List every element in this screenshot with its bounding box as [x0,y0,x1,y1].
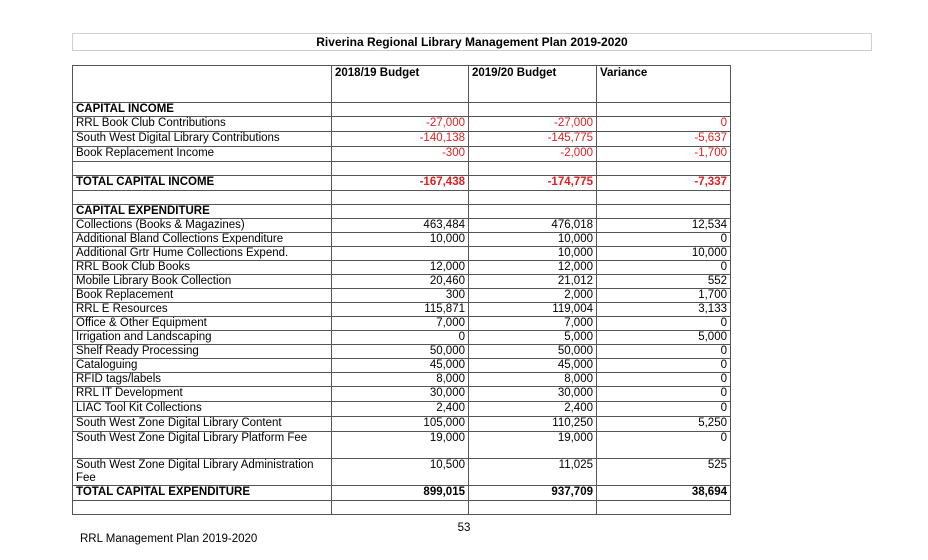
variance-cell: 0 [597,402,731,417]
budget-2018-19-cell: 8,000 [332,373,469,387]
budget-2018-19-cell: 19,000 [332,432,469,459]
spacer-row [73,191,731,205]
budget-2018-19-cell: -140,138 [332,132,469,147]
budget-2018-19-cell: 10,000 [332,233,469,247]
budget-2018-19-cell: 105,000 [332,417,469,432]
expenditure-row [73,432,731,459]
budget-table [72,65,731,515]
expenditure-row [73,275,731,289]
expenditure-row [73,303,731,317]
budget-2018-19-cell: 115,871 [332,303,469,317]
expenditure-row [73,387,731,402]
row-label: RRL IT Development [73,387,332,402]
variance-cell: 0 [597,317,731,331]
budget-2019-20-cell: -2,000 [469,147,597,162]
row-label: RRL Book Club Contributions [73,117,332,132]
budget-2019-20-cell: 11,025 [469,459,597,486]
budget-2019-20-cell [469,162,597,176]
row-label: CAPITAL EXPENDITURE [73,205,332,219]
budget-2019-20-cell: 937,709 [469,486,597,501]
expenditure-row [73,373,731,387]
page-title: Riverina Regional Library Management Plan 2019-2020 [72,33,872,51]
row-label: TOTAL CAPITAL EXPENDITURE [73,486,332,501]
total-capital-expenditure-row [73,486,731,501]
row-label: South West Zone Digital Library Platform Fee [73,432,332,459]
income-row [73,117,731,132]
row-label: RRL Book Club Books [73,261,332,275]
budget-2018-19-cell [332,247,469,261]
budget-2018-19-cell [332,501,469,515]
row-label: Book Replacement Income [73,147,332,162]
expenditure-row [73,219,731,233]
budget-2018-19-cell: 2,400 [332,402,469,417]
expenditure-row [73,345,731,359]
row-label: Collections (Books & Magazines) [73,219,332,233]
section-heading: CAPITAL INCOME [73,103,332,117]
budget-2019-20-cell: 119,004 [469,303,597,317]
total-capital-income-row [73,176,731,191]
budget-2019-20-cell: 5,000 [469,331,597,345]
row-label: RRL E Resources [73,303,332,317]
row-label: LIAC Tool Kit Collections [73,402,332,417]
budget-2019-20-cell: -27,000 [469,117,597,132]
budget-2018-19-cell [332,162,469,176]
budget-2019-20-cell: 110,250 [469,417,597,432]
variance-cell: 0 [597,387,731,402]
spacer-row [73,501,731,515]
variance-cell: -7,337 [597,176,731,191]
header-row [73,66,731,103]
expenditure-row [73,459,731,486]
budget-2018-19-cell: -300 [332,147,469,162]
footer-text: RRL Management Plan 2019-2020 [80,533,258,545]
income-row [73,147,731,162]
variance-cell: 10,000 [597,247,731,261]
header-2019-20-budget: 2019/20 Budget [469,66,597,103]
budget-2018-19-cell: 50,000 [332,345,469,359]
variance-cell: 0 [597,373,731,387]
variance-cell: 12,534 [597,219,731,233]
variance-cell: 0 [597,432,731,459]
budget-2018-19-cell [332,191,469,205]
expenditure-row [73,359,731,373]
variance-cell: 0 [597,261,731,275]
variance-cell [597,501,731,515]
budget-2019-20-cell: -174,775 [469,176,597,191]
row-label: Shelf Ready Processing [73,345,332,359]
budget-2019-20-cell: 30,000 [469,387,597,402]
budget-2018-19-cell: 45,000 [332,359,469,373]
row-label: RFID tags/labels [73,373,332,387]
row-label: Additional Bland Collections Expenditure [73,233,332,247]
spacer-row [73,162,731,176]
capital-expenditure-heading-row [73,205,731,219]
budget-2019-20-cell: 7,000 [469,317,597,331]
header-variance: Variance [597,66,731,103]
budget-2018-19-cell: 463,484 [332,219,469,233]
variance-cell: 525 [597,459,731,486]
budget-2018-19-cell: 12,000 [332,261,469,275]
variance-cell: 38,694 [597,486,731,501]
budget-2019-20-cell: 10,000 [469,233,597,247]
budget-2018-19-cell: 30,000 [332,387,469,402]
variance-cell: -1,700 [597,147,731,162]
budget-2018-19-cell: 0 [332,331,469,345]
expenditure-row [73,402,731,417]
budget-2018-19-cell: 300 [332,289,469,303]
expenditure-row [73,331,731,345]
budget-2019-20-cell: 476,018 [469,219,597,233]
expenditure-row [73,289,731,303]
row-label: South West Zone Digital Library Administration Fee [73,459,332,486]
budget-2019-20-cell: 45,000 [469,359,597,373]
capital-income-heading-row [73,103,731,117]
variance-cell: 1,700 [597,289,731,303]
budget-2019-20-cell [469,205,597,219]
income-row [73,132,731,147]
variance-cell: 5,250 [597,417,731,432]
variance-cell: -5,637 [597,132,731,147]
row-label: Mobile Library Book Collection [73,275,332,289]
variance-cell: 3,133 [597,303,731,317]
page-number: 53 [457,522,471,534]
budget-2018-19-cell: 899,015 [332,486,469,501]
budget-2019-20-cell: 19,000 [469,432,597,459]
variance-cell: 0 [597,117,731,132]
expenditure-row [73,261,731,275]
variance-cell: 0 [597,359,731,373]
budget-2019-20-cell: 50,000 [469,345,597,359]
variance-cell [597,162,731,176]
expenditure-row [73,317,731,331]
header-2018-19-budget: 2018/19 Budget [332,66,469,103]
row-label: Book Replacement [73,289,332,303]
variance-cell [597,191,731,205]
budget-2018-19-cell: 10,500 [332,459,469,486]
expenditure-row [73,247,731,261]
budget-2019-20-cell: 2,400 [469,402,597,417]
budget-2018-19-cell: 20,460 [332,275,469,289]
budget-2018-19-cell: 7,000 [332,317,469,331]
row-label: Cataloguing [73,359,332,373]
row-label [73,191,332,205]
budget-2018-19-cell: -27,000 [332,117,469,132]
expenditure-row [73,233,731,247]
variance-cell: 552 [597,275,731,289]
row-label: Additional Grtr Hume Collections Expend. [73,247,332,261]
header-label-cell [73,66,332,103]
budget-2018-19-cell [332,205,469,219]
budget-2018-19-cell: -167,438 [332,176,469,191]
variance-cell [597,205,731,219]
variance-cell: 5,000 [597,331,731,345]
budget-2019-20-cell [469,501,597,515]
variance-cell: 0 [597,233,731,247]
budget-2019-20-cell: 2,000 [469,289,597,303]
expenditure-row [73,417,731,432]
budget-2019-20-cell: -145,775 [469,132,597,147]
variance-cell: 0 [597,345,731,359]
row-label [73,162,332,176]
row-label: South West Digital Library Contributions [73,132,332,147]
budget-2019-20-cell: 8,000 [469,373,597,387]
budget-2019-20-cell: 21,012 [469,275,597,289]
row-label: South West Zone Digital Library Content [73,417,332,432]
budget-2019-20-cell: 10,000 [469,247,597,261]
row-label: Irrigation and Landscaping [73,331,332,345]
row-label: TOTAL CAPITAL INCOME [73,176,332,191]
budget-2019-20-cell [469,191,597,205]
row-label: Office & Other Equipment [73,317,332,331]
budget-2019-20-cell: 12,000 [469,261,597,275]
row-label [73,501,332,515]
